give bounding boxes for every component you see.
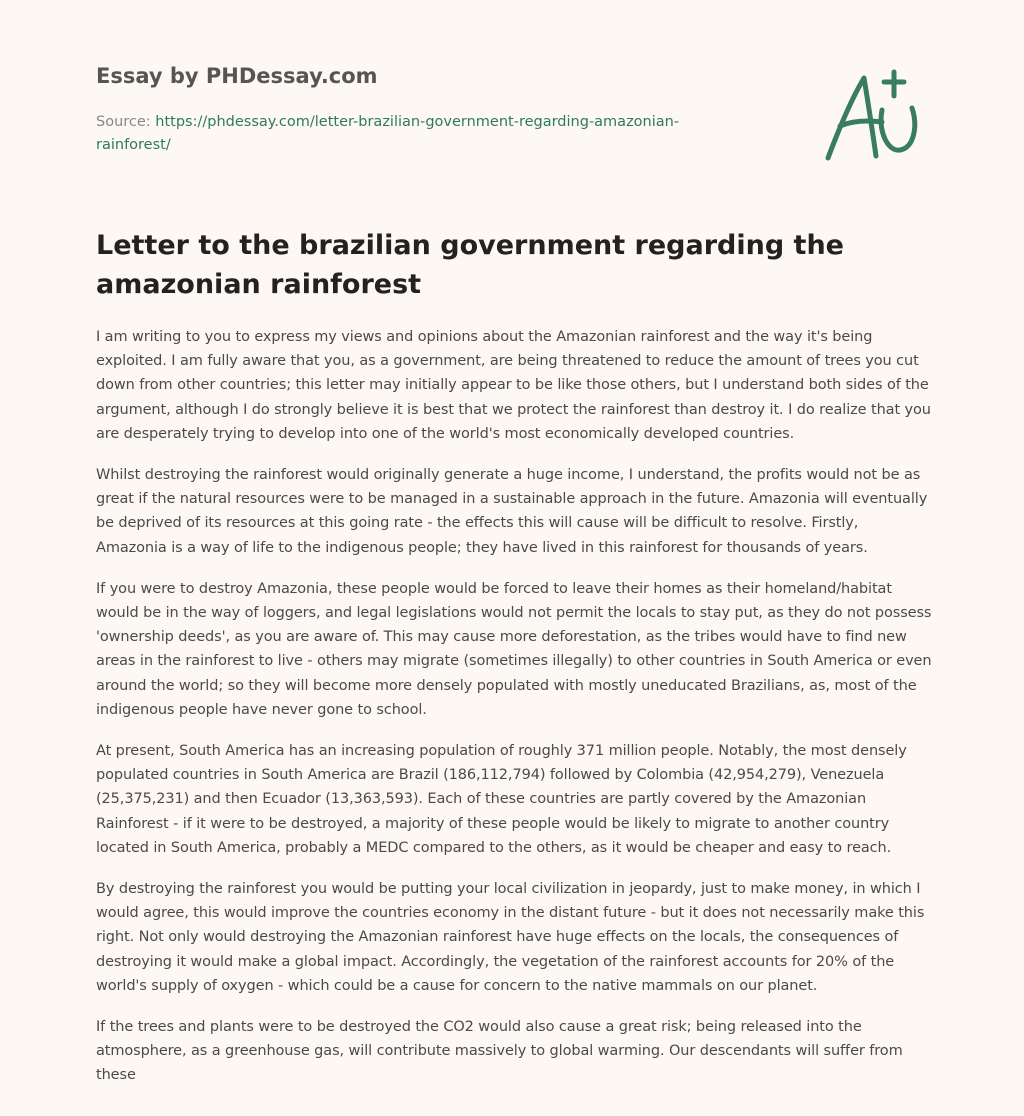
article-body — [96, 325, 932, 1105]
paragraph: At present, South America has an increasing population of roughly 371 million people. Notably, the most densely populated countries in South America are Brazil (186,112,794) followed by Colombia (42,954,279), Venezuela (25,375,231) and then Ecuador (13,363,593). Each of these countries are partly covered by the Amazonian Rainforest - if it were to be destroyed, a majority of these people would be likely to migrate to another country located in South America, probably a MEDC compared to the others, as it would be cheaper and easy to reach. — [96, 743, 907, 856]
source-link[interactable]: https://phdessay.com/letter-brazilian-government-regarding-amazonian-rainforest/ — [96, 114, 680, 153]
source-label: Source: — [96, 114, 151, 130]
paragraph: If the trees and plants were to be destroyed the CO2 would also cause a great risk; being released into the atmosphere, as a greenhouse gas, will contribute massively to global warming. Our descendants will suffer from these — [96, 1019, 903, 1084]
paragraph: Whilst destroying the rainforest would originally generate a huge income, I understand, the profits would not be as great if the natural resources were to be managed in a sustainable approach in the future. Amazonia will eventually be deprived of its resources at this going rate - the effects this will cause will be difficult to resolve. Firstly, Amazonia is a way of life to the indigenous people; they have lived in this rainforest for thousands of years. — [96, 467, 928, 556]
site-brand: Essay by PHDessay.com — [96, 64, 378, 88]
paragraph: By destroying the rainforest you would be putting your local civilization in jeopardy, just to make money, in which I would agree, this would improve the countries economy in the distant future - but it does not necessarily make this right. Not only would destroying the Amazonian rainforest have huge effects on the locals, the consequences of destroying it would make a global impact. Accordingly, the vegetation of the rainforest accounts for 20% of the world's supply of oxygen - which could be a cause for concern to the native mammals on our planet. — [96, 881, 925, 994]
paragraph: I am writing to you to express my views and opinions about the Amazonian rainforest and the way it's being exploited. I am fully aware that you, as a government, are being threatened to reduce the amount of trees you cut down from other countries; this letter may initially appear to be like those others, but I understand both sides of the argument, although I do strongly believe it is best that we protect the rainforest than destroy it. I do realize that you are desperately trying to develop into one of the world's most economically developed countries. — [96, 329, 931, 442]
source-line — [96, 111, 736, 157]
a-plus-logo-icon — [818, 66, 928, 166]
article-title: Letter to the brazilian government regarding the amazonian rainforest — [96, 230, 844, 300]
paragraph: If you were to destroy Amazonia, these people would be forced to leave their homes as their homeland/habitat would be in the way of loggers, and legal legislations would not permit the locals to stay put, as they do not possess 'ownership deeds', as you are aware of. This may cause more deforestation, as the tribes would have to find new areas in the rainforest to live - others may migrate (sometimes illegally) to other countries in South America or even around the world; so they will become more densely populated with mostly uneducated Brazilians, as, most of the indigenous people have never gone to school. — [96, 580, 932, 718]
